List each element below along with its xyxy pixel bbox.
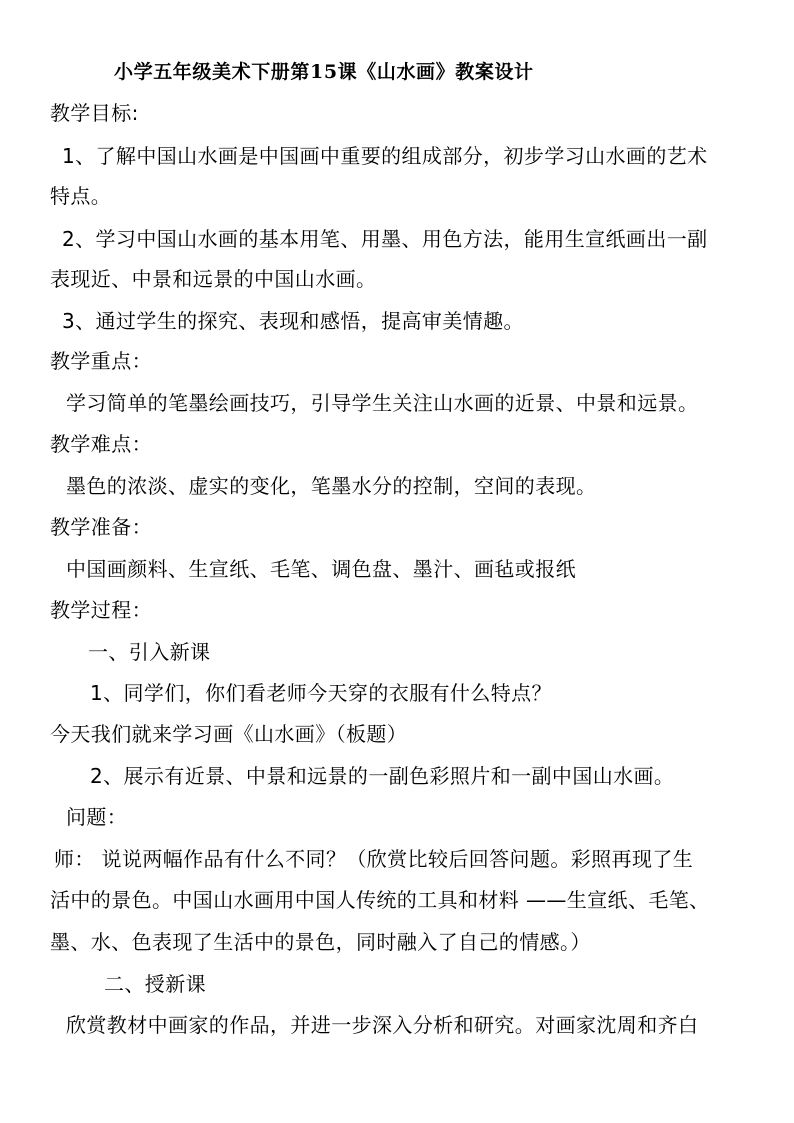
heading-process: 教学过程： — [50, 598, 152, 622]
heading-preparation: 教学准备： — [50, 515, 152, 539]
document-title: 小学五年级美术下册第15课《山水画》教案设计 — [114, 61, 534, 83]
objective-2-line-1: 2、学习中国山水画的基本用笔、用墨、用色方法，能用生宣纸画出一副 — [62, 227, 708, 251]
key-points-text: 学习简单的笔墨绘画技巧，引导学生关注山水画的近景、中景和远景。 — [66, 391, 699, 415]
teacher-question-line-1: 师： 说说两幅作品有什么不同？（欣赏比较后回答问题。彩照再现了生 — [54, 847, 694, 871]
question-label: 问题： — [66, 805, 128, 829]
objective-1-line-2: 特点。 — [50, 184, 112, 208]
heading-key-points: 教学重点： — [50, 349, 152, 373]
preparation-text: 中国画颜料、生宣纸、毛笔、调色盘、墨汁、画毡或报纸 — [66, 557, 576, 581]
new-lesson-text: 欣赏教材中画家的作品，并进一步深入分析和研究。对画家沈周和齐白 — [66, 1013, 699, 1037]
teacher-question-line-2: 活中的景色。中国山水画用中国人传统的工具和材料 ——生宣纸、毛笔、 — [50, 888, 710, 912]
intro-step-2: 2、展示有近景、中景和远景的一副色彩照片和一副中国山水画。 — [90, 764, 675, 788]
section-intro: 一、引入新课 — [88, 640, 211, 664]
objective-3: 3、通过学生的探究、表现和感悟，提高审美情趣。 — [62, 309, 524, 333]
teacher-question-line-3: 墨、水、色表现了生活中的景色，同时融入了自己的情感。） — [50, 930, 591, 954]
intro-step-1: 1、同学们，你们看老师今天穿的衣服有什么特点？ — [90, 681, 552, 705]
heading-objectives: 教学目标: — [50, 101, 139, 125]
intro-board-title: 今天我们就来学习画《山水画》（板题） — [50, 722, 408, 746]
heading-difficulties: 教学难点： — [50, 432, 152, 456]
difficulties-text: 墨色的浓淡、虚实的变化，笔墨水分的控制，空间的表现。 — [66, 474, 597, 498]
objective-2-line-2: 表现近、中景和远景的中国山水画。 — [50, 267, 377, 291]
objective-1-line-1: 1、了解中国山水画是中国画中重要的组成部分，初步学习山水画的艺术 — [62, 144, 708, 168]
section-new-lesson: 二、授新课 — [104, 972, 206, 996]
